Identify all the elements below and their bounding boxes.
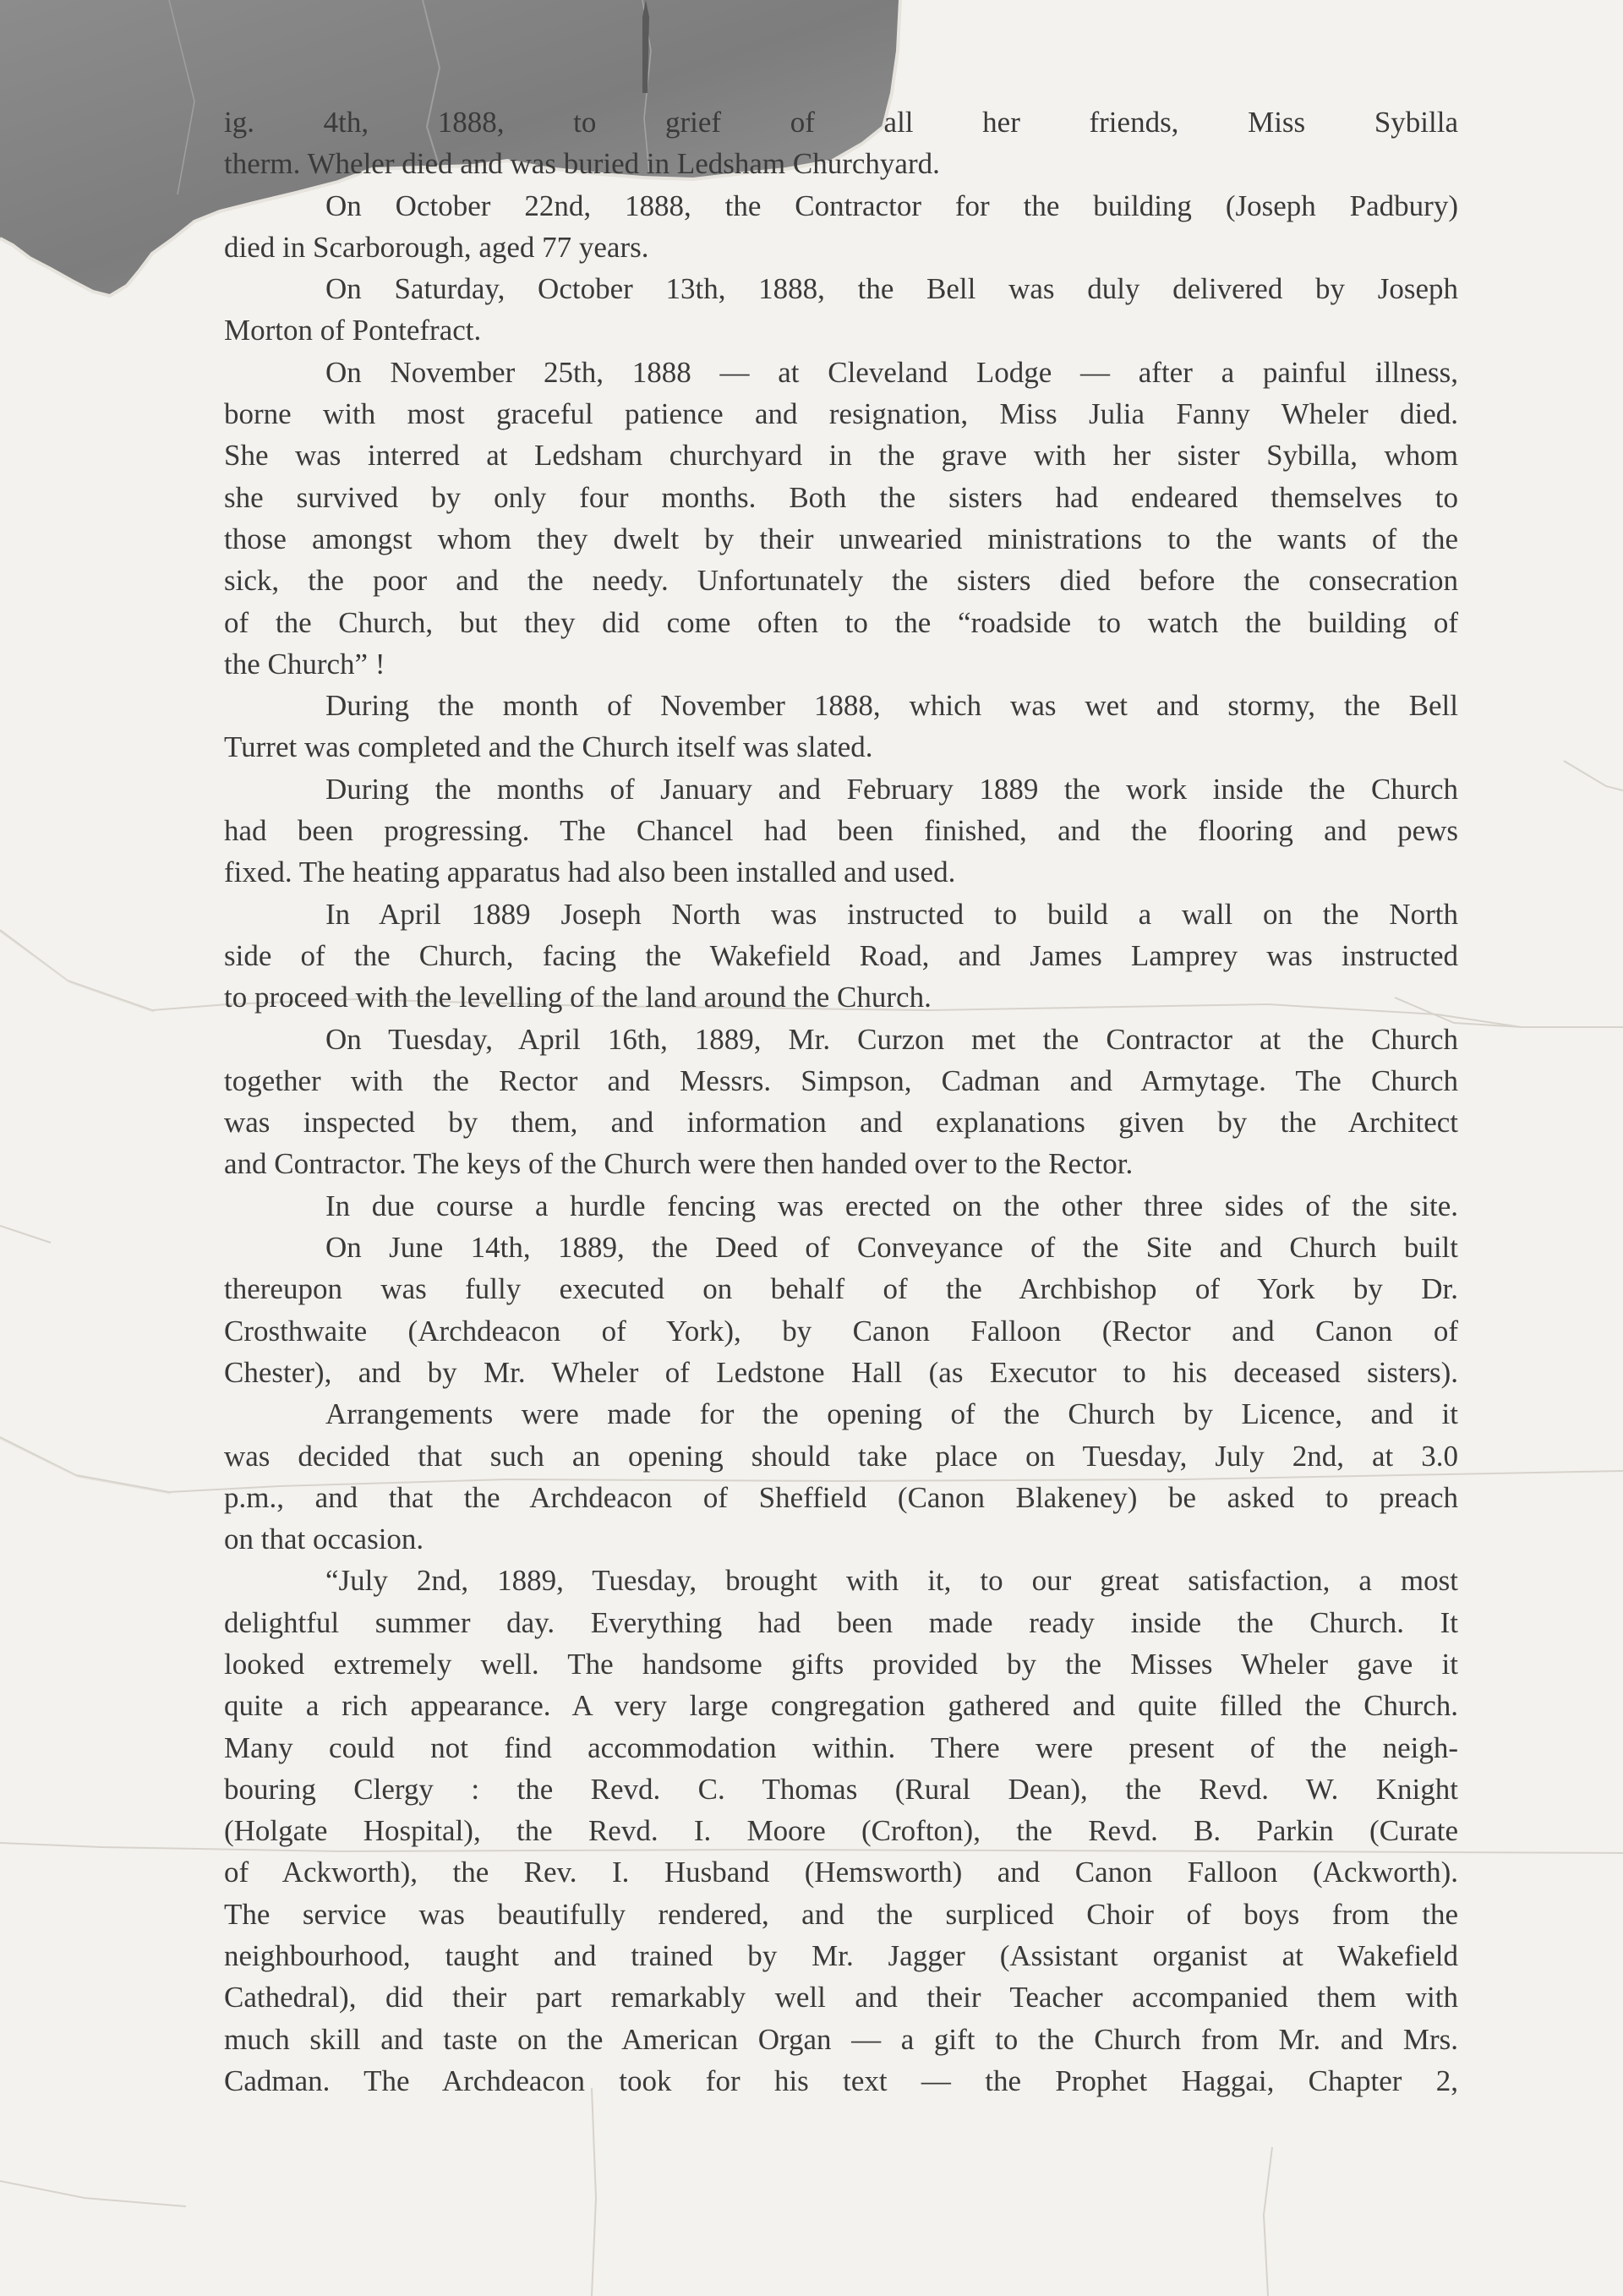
text-line: Chester), and by Mr. Wheler of Ledstone Hall (as Executor to his deceased sisters).	[224, 1355, 1458, 1389]
text-line: fixed. The heating apparatus had also been installed and used.	[224, 856, 956, 889]
text-line: died in Scarborough, aged 77 years.	[224, 230, 649, 264]
text-line: was decided that such an opening should take place on Tuesday, July 2nd, at 3.0	[224, 1439, 1458, 1473]
text-line: on that occasion.	[224, 1522, 424, 1556]
text-line: On June 14th, 1889, the Deed of Conveyance of the Site and Church built	[325, 1231, 1458, 1265]
text-line: Morton of Pontefract.	[224, 314, 482, 347]
text-line: thereupon was fully executed on behalf of the Archbishop of York by Dr.	[224, 1272, 1458, 1306]
text-line: On Tuesday, April 16th, 1889, Mr. Curzon met the Contractor at the Church	[325, 1022, 1458, 1056]
text-line: was inspected by them, and information and explanations given by the Architect	[224, 1106, 1458, 1140]
text-line: looked extremely well. The handsome gifts provided by the Misses Wheler gave it	[224, 1647, 1458, 1681]
text-line: In due course a hurdle fencing was erected on the other three sides of the site.	[325, 1189, 1458, 1222]
text-line: borne with most graceful patience and resignation, Miss Julia Fanny Wheler died.	[224, 397, 1458, 431]
text-line: Cathedral), did their part remarkably well and their Teacher accompanied them with	[224, 1981, 1458, 2014]
text-line: During the month of November 1888, which was wet and stormy, the Bell	[325, 689, 1458, 723]
text-line: Arrangements were made for the opening of the Church by Licence, and it	[325, 1397, 1458, 1431]
text-line: neighbourhood, taught and trained by Mr. Jagger (Assistant organist at Wakefield	[224, 1939, 1458, 1973]
text-line: together with the Rector and Messrs. Simpson, Cadman and Armytage. The Church	[224, 1063, 1458, 1097]
text-line: In April 1889 Joseph North was instructed to build a wall on the North	[325, 897, 1458, 931]
body-text	[224, 101, 1458, 2102]
text-line: to proceed with the levelling of the land around the Church.	[224, 981, 932, 1014]
text-line: those amongst whom they dwelt by their unwearied ministrations to the wants of the	[224, 522, 1458, 555]
text-line: of Ackworth), the Rev. I. Husband (Hemsworth) and Canon Falloon (Ackworth).	[224, 1856, 1458, 1889]
text-line: the Church” !	[224, 647, 385, 681]
text-line: On October 22nd, 1888, the Contractor for the building (Joseph Padbury)	[325, 189, 1458, 222]
text-line: much skill and taste on the American Organ — a gift to the Church from Mr. and Mrs.	[224, 2022, 1458, 2056]
text-line: sick, the poor and the needy. Unfortunately the sisters died before the consecration	[224, 564, 1458, 598]
text-line: On November 25th, 1888 — at Cleveland Lodge — after a painful illness,	[325, 355, 1458, 389]
text-line: side of the Church, facing the Wakefield Road, and James Lamprey was instructed	[224, 938, 1458, 972]
text-line: “July 2nd, 1889, Tuesday, brought with it, to our great satisfaction, a most	[325, 1564, 1458, 1598]
text-line: ig. 4th, 1888, to grief of all her friends, Miss Sybilla	[224, 106, 1458, 139]
text-line: On Saturday, October 13th, 1888, the Bell was duly delivered by Joseph	[325, 272, 1458, 306]
text-line: quite a rich appearance. A very large congregation gathered and quite filled the Church.	[224, 1689, 1458, 1723]
text-line: Turret was completed and the Church itself was slated.	[224, 730, 873, 764]
text-line: p.m., and that the Archdeacon of Sheffield (Canon Blakeney) be asked to preach	[224, 1480, 1458, 1514]
text-line: Cadman. The Archdeacon took for his text — the Prophet Haggai, Chapter 2,	[224, 2064, 1458, 2097]
text-line: of the Church, but they did come often to the “roadside to watch the building of	[224, 605, 1458, 639]
text-line: she survived by only four months. Both the sisters had endeared themselves to	[224, 480, 1458, 514]
text-line: During the months of January and February 1889 the work inside the Church	[325, 772, 1458, 806]
text-line: and Contractor. The keys of the Church were then handed over to the Rector.	[224, 1147, 1134, 1181]
text-line: Crosthwaite (Archdeacon of York), by Canon Falloon (Rector and Canon of	[224, 1314, 1458, 1348]
text-line: therm. Wheler died and was buried in Ledsham Churchyard.	[224, 147, 940, 181]
text-line: (Holgate Hospital), the Revd. I. Moore (Crofton), the Revd. B. Parkin (Curate	[224, 1814, 1458, 1848]
text-line: The service was beautifully rendered, and the surpliced Choir of boys from the	[224, 1897, 1458, 1931]
text-line: bouring Clergy : the Revd. C. Thomas (Rural Dean), the Revd. W. Knight	[224, 1772, 1458, 1806]
text-line: Many could not find accommodation within. There were present of the neigh-	[224, 1730, 1458, 1764]
text-line: She was interred at Ledsham churchyard in the grave with her sister Sybilla, whom	[224, 439, 1458, 473]
text-line: had been progressing. The Chancel had been finished, and the flooring and pews	[224, 814, 1458, 848]
text-line: delightful summer day. Everything had been made ready inside the Church. It	[224, 1605, 1458, 1639]
